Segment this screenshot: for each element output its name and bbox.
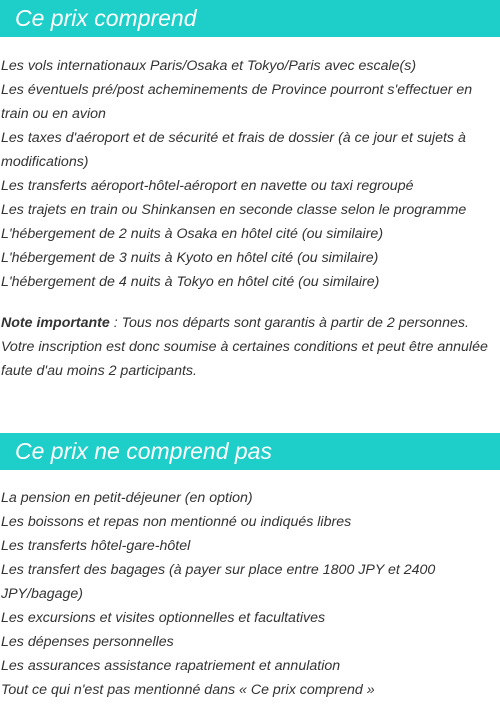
section-header-includes (0, 0, 500, 37)
section-title: Ce prix comprend (15, 5, 197, 31)
excludes-list (0, 470, 500, 702)
list-item: Tout ce qui n'est pas mentionné dans « Ce prix comprend » (1, 682, 375, 698)
section-header-excludes (0, 433, 500, 470)
list-item: Les assurances assistance rapatriement et annulation (1, 658, 341, 674)
section-title: Ce prix ne comprend pas (15, 438, 272, 464)
price-excludes-section (0, 433, 500, 702)
important-note (0, 294, 500, 383)
list-item: Les transferts hôtel-gare-hôtel (1, 538, 191, 554)
note-text: : Tous nos départs sont garantis à partir de 2 personnes. Votre inscription est donc soumise à certaines conditions et peut être annulée faute d'au moins 2 participants. (1, 315, 488, 379)
list-item: La pension en petit-déjeuner (en option) (1, 490, 253, 506)
list-item: Les transferts aéroport-hôtel-aéroport en navette ou taxi regroupé (1, 178, 414, 194)
section-spacer (0, 383, 500, 433)
list-item: Les vols internationaux Paris/Osaka et Tokyo/Paris avec escale(s) (1, 58, 417, 74)
list-item: Les dépenses personnelles (1, 634, 174, 650)
list-item: L'hébergement de 3 nuits à Kyoto en hôtel cité (ou similaire) (1, 250, 379, 266)
list-item: Les taxes d'aéroport et de sécurité et frais de dossier (à ce jour et sujets à modifications) (1, 130, 466, 170)
list-item: Les excursions et visites optionnelles et facultatives (1, 610, 326, 626)
includes-list (0, 37, 500, 294)
list-item: Les trajets en train ou Shinkansen en seconde classe selon le programme (1, 202, 467, 218)
list-item: Les boissons et repas non mentionné ou indiqués libres (1, 514, 352, 530)
list-item: Les éventuels pré/post acheminements de Province pourront s'effectuer en train ou en avion (1, 82, 473, 122)
list-item: L'hébergement de 4 nuits à Tokyo en hôtel cité (ou similaire) (1, 274, 380, 290)
note-label: Note importante (1, 315, 110, 331)
list-item: Les transfert des bagages (à payer sur place entre 1800 JPY et 2400 JPY/bagage) (1, 562, 436, 602)
list-item: L'hébergement de 2 nuits à Osaka en hôtel cité (ou similaire) (1, 226, 384, 242)
